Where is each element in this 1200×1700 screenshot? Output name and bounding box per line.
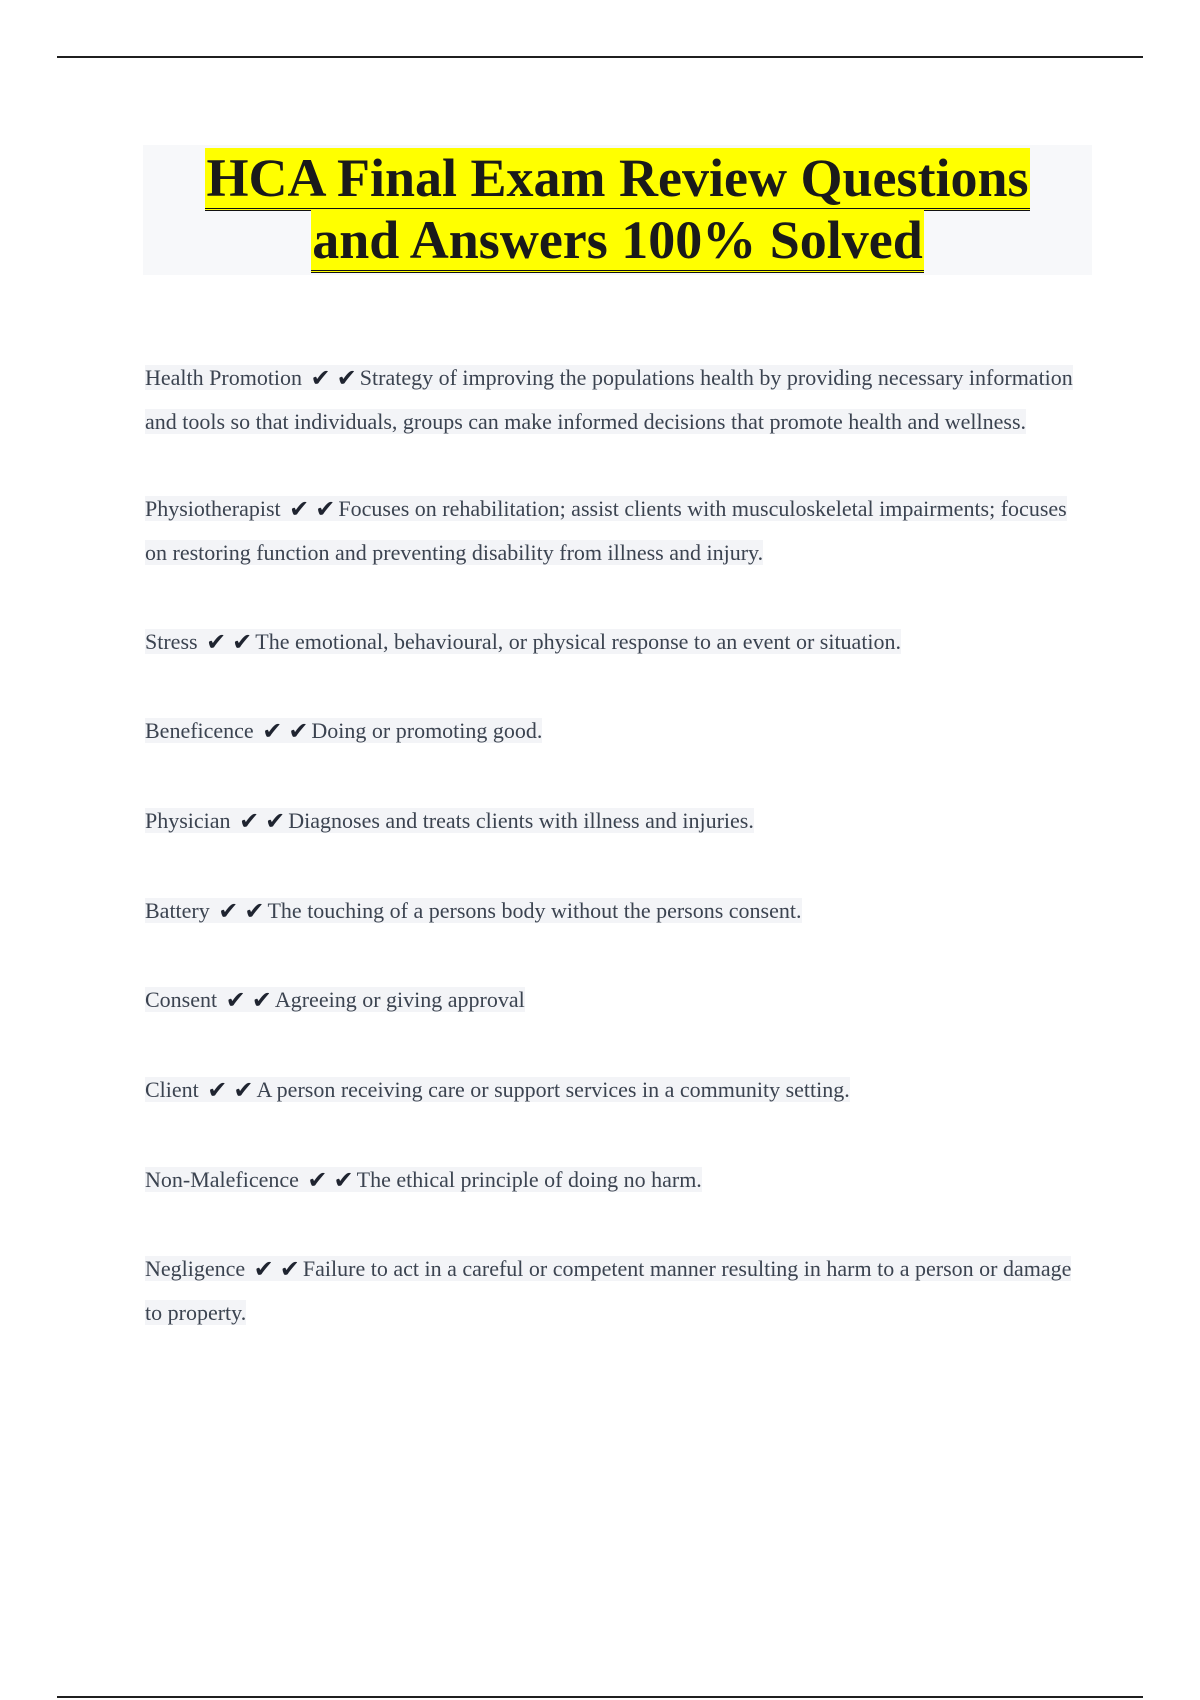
definition: Diagnoses and treats clients with illness and injuries. [288,808,754,833]
bottom-rule [57,1696,1143,1698]
title-block [143,145,1092,275]
checkmark-icon: ✔ [307,1166,328,1194]
qa-entry [145,620,1075,664]
definition: The ethical principle of doing no harm. [356,1167,702,1192]
checkmark-icon: ✔ [288,717,309,745]
checkmark-icon: ✔ [218,897,239,925]
checkmark-icon: ✔ [251,986,272,1014]
checkmark-icon: ✔ [233,1076,254,1104]
term: Negligence [145,1256,246,1281]
term: Physiotherapist [145,496,281,521]
qa-entry [145,1247,1075,1335]
qa-entry [145,1068,1075,1112]
page-title-line-2: and Answers 100% Solved [143,209,1092,271]
definition: Failure to act in a careful or competent manner resulting in harm to a person or damage to property. [145,1256,1072,1325]
checkmark-icon: ✔ [253,1255,274,1283]
qa-entry [145,799,1075,843]
checkmark-icon: ✔ [206,628,227,656]
checkmark-icon: ✔ [315,495,336,523]
term: Beneficence [145,718,254,743]
checkmark-icon: ✔ [333,1166,354,1194]
term: Client [145,1077,199,1102]
definition: Doing or promoting good. [311,718,543,743]
checkmark-icon: ✔ [239,807,260,835]
definition: Focuses on rehabilitation; assist clients with musculoskeletal impairments; focuses on restoring function and preventing disability from illness and injury. [145,496,1067,565]
term: Health Promotion [145,365,303,390]
qa-list [145,356,1075,1335]
term: Battery [145,898,210,923]
qa-entry [145,1158,1075,1202]
page-title-line-1: HCA Final Exam Review Questions [143,147,1092,209]
qa-entry [145,889,1075,933]
checkmark-icon: ✔ [279,1255,300,1283]
definition: The touching of a persons body without the persons consent. [267,898,802,923]
term: Physician [145,808,231,833]
top-rule [57,56,1143,58]
checkmark-icon: ✔ [336,364,357,392]
qa-entry [145,978,1075,1022]
checkmark-icon: ✔ [310,364,331,392]
definition: A person receiving care or support services in a community setting. [256,1077,850,1102]
qa-entry [145,709,1075,753]
checkmark-icon: ✔ [207,1076,228,1104]
checkmark-icon: ✔ [289,495,310,523]
term: Consent [145,987,218,1012]
term: Non-Maleficence [145,1167,299,1192]
definition: The emotional, behavioural, or physical response to an event or situation. [255,629,902,654]
checkmark-icon: ✔ [262,717,283,745]
definition: Strategy of improving the populations health by providing necessary information and tools so that individuals, groups can make informed decisions that promote health and wellness. [145,365,1073,434]
term: Stress [145,629,198,654]
definition: Agreeing or giving approval [274,987,525,1012]
qa-entry [145,356,1075,444]
checkmark-icon: ✔ [244,897,265,925]
checkmark-icon: ✔ [225,986,246,1014]
checkmark-icon: ✔ [265,807,286,835]
qa-entry [145,487,1075,575]
checkmark-icon: ✔ [232,628,253,656]
